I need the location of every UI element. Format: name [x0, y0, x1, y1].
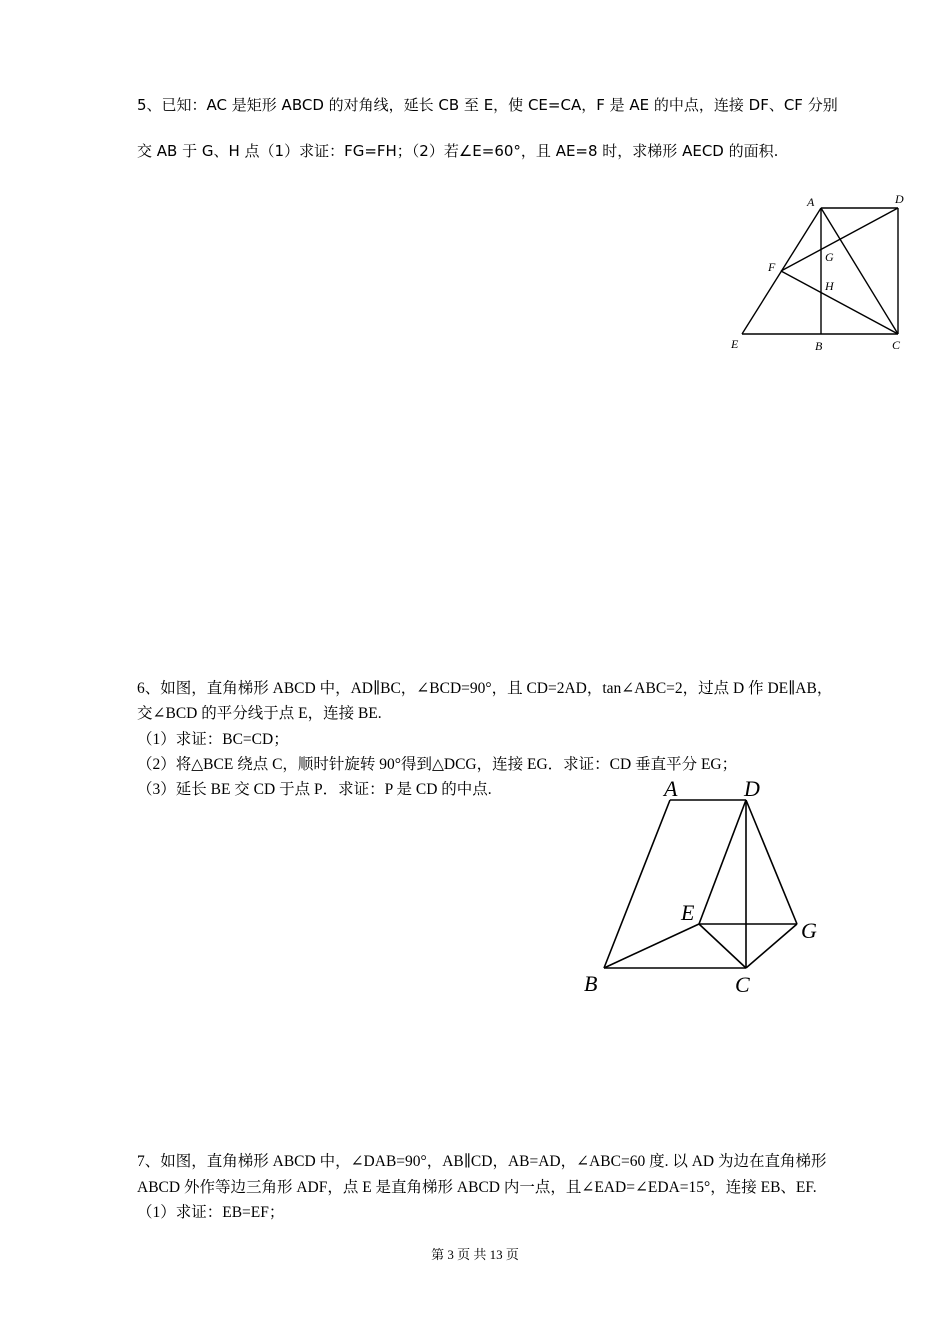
label-g: G	[801, 918, 817, 943]
page-footer: 第 3 页 共 13 页	[431, 1247, 519, 1262]
segment-fd	[781, 208, 898, 271]
segment-ec	[699, 924, 746, 968]
label-e: E	[731, 337, 739, 351]
label-a: A	[664, 776, 678, 801]
segment-ba	[604, 800, 670, 968]
label-a: A	[807, 195, 815, 209]
problem7-part1: （1）求证：EB=EF；	[137, 1204, 285, 1221]
segment-fc	[781, 271, 898, 334]
segment-ac	[821, 208, 898, 334]
label-d: D	[744, 776, 760, 801]
label-c: C	[892, 338, 901, 352]
problem6-part2: （2）将△BCE 绕点 C，顺时针旋转 90°得到△DCG，连接 EG．求证：CD 垂直平分 EG；	[137, 756, 738, 773]
problem5-text-line2: 交 AB 于 G、H 点（1）求证：FG=FH；（2）若∠E=60°，且 AE=8 时，求梯形 AECD 的面积.	[137, 142, 779, 160]
label-b: B	[584, 971, 598, 996]
label-f: F	[768, 260, 776, 274]
problem7-text-line1: 7、如图，直角梯形 ABCD 中，∠DAB=90°，AB∥CD，AB=AD，∠ABC=60 度. 以 AD 为边在直角梯形	[137, 1153, 827, 1170]
segment-be	[604, 924, 699, 968]
problem6-part3: （3）延长 BE 交 CD 于点 P．求证：P 是 CD 的中点.	[137, 781, 492, 798]
label-e: E	[681, 900, 695, 925]
label-g: G	[825, 250, 834, 264]
segment-dg	[746, 800, 797, 924]
label-d: D	[895, 192, 904, 206]
problem5-text-line1: 5、已知：AC 是矩形 ABCD 的对角线，延长 CB 至 E，使 CE=CA，F 是 AE 的中点，连接 DF、CF 分别	[137, 96, 838, 114]
problem6-text-line2: 交∠BCD 的平分线于点 E，连接 BE.	[137, 705, 382, 722]
problem7-text-line2: ABCD 外作等边三角形 ADF，点 E 是直角梯形 ABCD 内一点，且∠EAD=∠EDA=15°，连接 EB、EF.	[137, 1179, 817, 1196]
segment-gc	[746, 924, 797, 968]
label-h: H	[825, 279, 834, 293]
label-b: B	[815, 339, 823, 353]
problem6-text-line1: 6、如图，直角梯形 ABCD 中，AD∥BC，∠BCD=90°，且 CD=2AD，tan∠ABC=2，过点 D 作 DE∥AB，	[137, 680, 833, 697]
problem6-part1: （1）求证：BC=CD；	[137, 731, 289, 748]
label-c: C	[735, 972, 750, 997]
segment-de	[699, 800, 746, 924]
segment-ea	[742, 208, 821, 334]
